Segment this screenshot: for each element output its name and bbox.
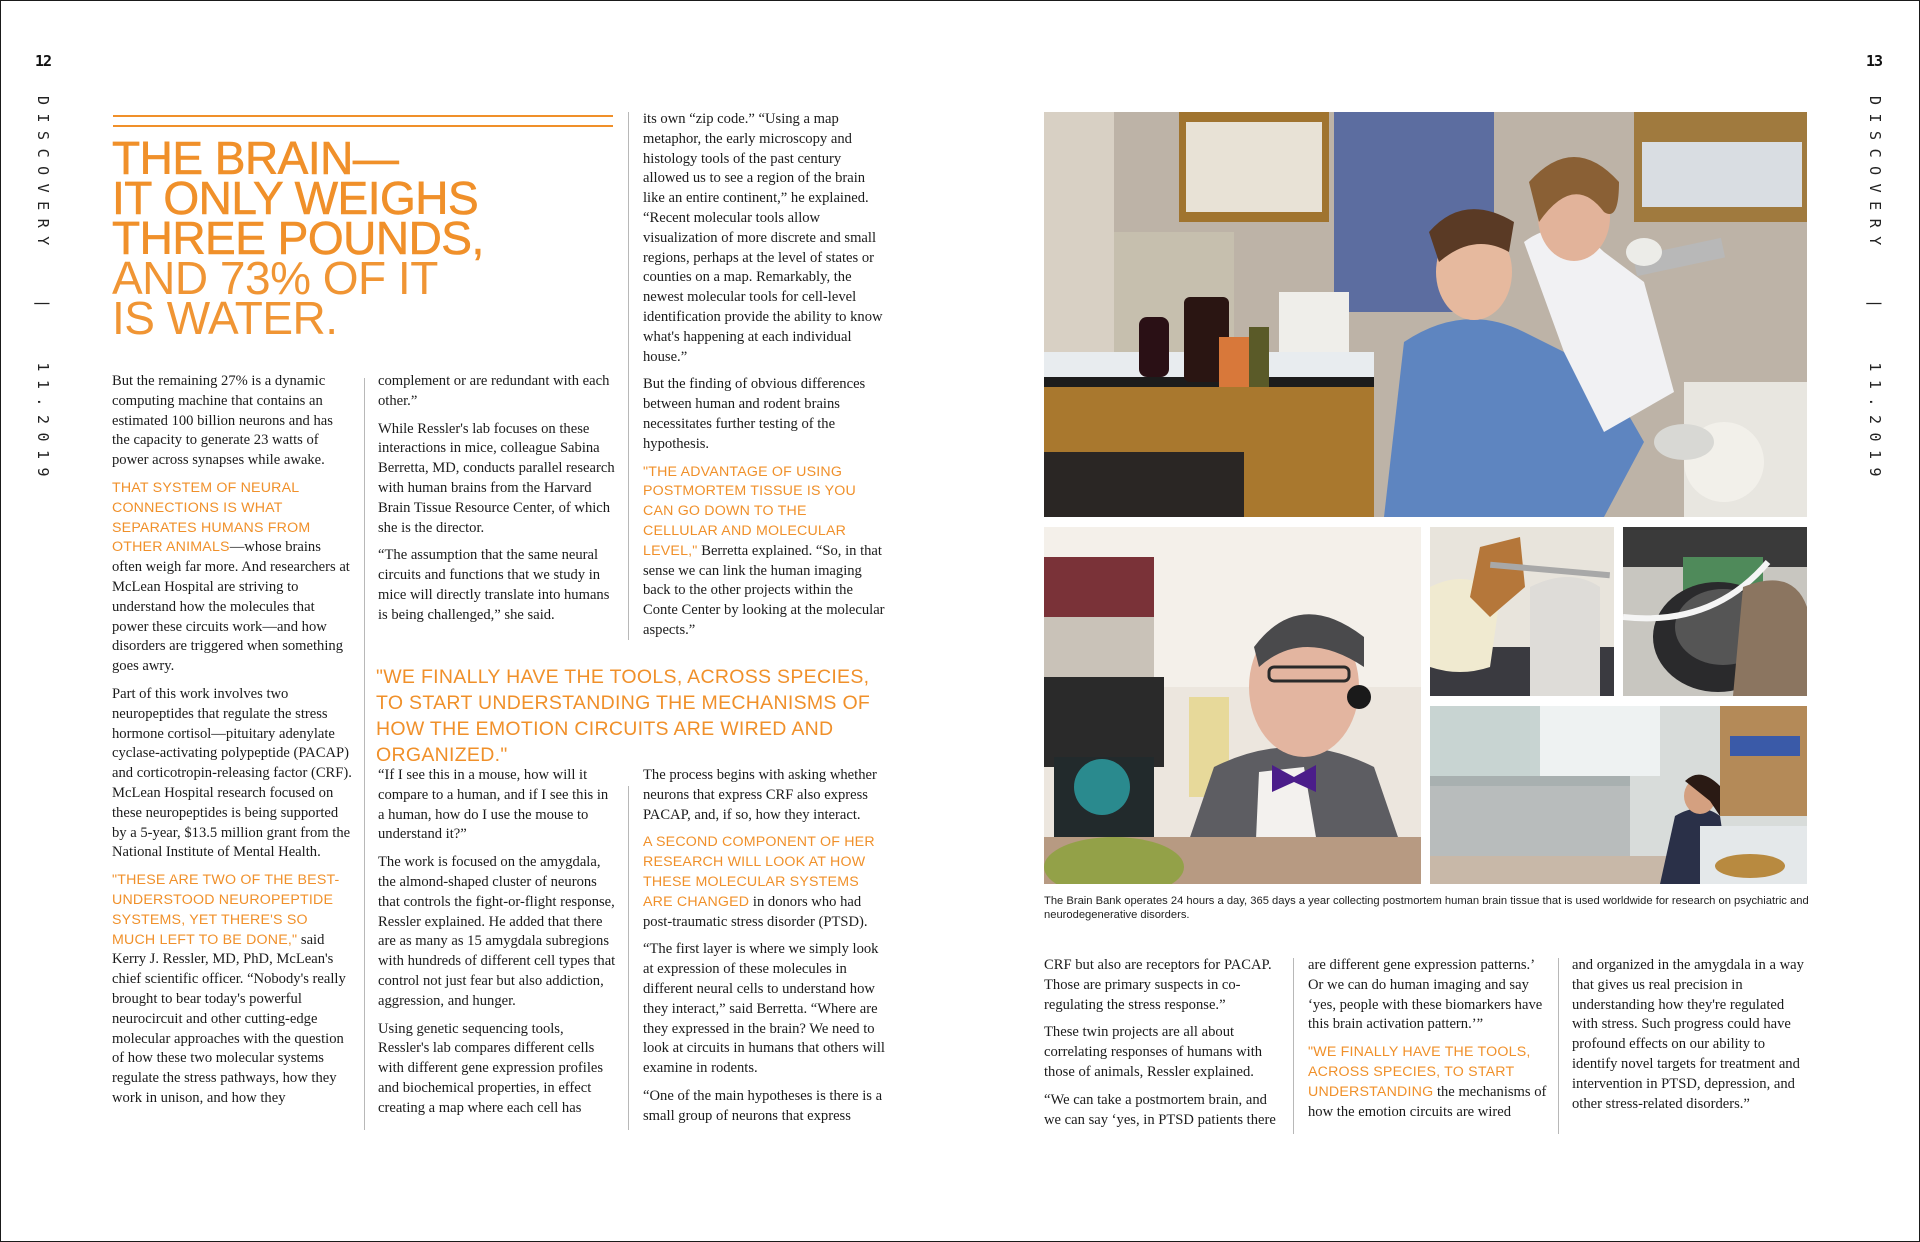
left-column-2-top [378, 372, 618, 634]
paragraph: The work is focused on the amygdala, the almond-shaped cluster of neurons that controls the fight-or-flight response, Ressler explained. He added that there are as many as 15 amygdala subregions with hundreds of different cell types that control not just fear but also addiction, aggression, and hunger. [378, 854, 616, 1009]
highlight-text: "THESE ARE TWO OF THE BEST-UNDERSTOOD NEUROPEPTIDE SYSTEMS, YET THERE'S SO MUCH LEFT TO BE DONE," [112, 872, 340, 948]
paragraph: are different gene expression patterns.’ Or we can do human imaging and say ‘yes, people with these biomarkers have this brain activation pattern.’” [1308, 957, 1543, 1033]
microtome-image [1623, 527, 1807, 696]
left-column-1 [112, 372, 352, 1117]
issue-date: 11.2019 [1866, 362, 1884, 486]
paragraph: "WE FINALLY HAVE THE TOOLS, ACROSS SPECIES, TO START UNDERSTANDING the mechanisms of how the emotion circuits are wired [1308, 1044, 1547, 1120]
paragraph: complement or are redundant with each other.” [378, 373, 610, 409]
section-label: DISCOVERY [34, 96, 52, 254]
microtome-photo [1623, 527, 1807, 696]
pull-quote: "WE FINALLY HAVE THE TOOLS, ACROSS SPECIES, TO START UNDERSTANDING THE MECHANISMS OF HOW THE EMOTION CIRCUITS ARE WIRED AND ORGANIZED." [376, 666, 871, 766]
highlight-text: A SECOND COMPONENT OF HER RESEARCH WILL LOOK AT HOW THESE MOLECULAR SYSTEMS ARE CHANGED [643, 834, 875, 910]
man-headset-photo [1044, 527, 1421, 884]
column-divider [1558, 958, 1559, 1134]
paragraph: its own “zip code.” “Using a map metaphor, the early microscopy and histology tools of the past century allowed us to see a region of the brain like an entire continent,” he explained. “Recent molecular tools allow visualization of more discrete and small regions, perhaps at the level of states or counties on a map. Remarkably, the newest molecular tools for cell-level identification provide the ability to know what's happening at each individual house.” [643, 111, 883, 365]
issue-date: 11.2019 [34, 362, 52, 486]
column-divider [1293, 958, 1294, 1134]
page-number-right: 13 [1866, 52, 1883, 70]
column-divider [628, 112, 629, 640]
paragraph: "THESE ARE TWO OF THE BEST-UNDERSTOOD NEUROPEPTIDE SYSTEMS, YET THERE'S SO MUCH LEFT TO BE DONE," said Kerry J. Ressler, MD, PhD, McLean's chief scientific officer. “Nobody's really brought to bear today's powerful neurocircuit and other cutting-edge molecular approaches with the question of how these two molecular systems regulate the stress pathways, how they work in unison, and how they [112, 872, 346, 1106]
paragraph: and organized in the amygdala in a way that gives us real precision in understanding how they're regulated with stress. Such progress could have profound effects on our ability to identify novel targets for treatment and intervention in PTSD, depression, and other stress-related disorders.” [1572, 957, 1804, 1112]
photo-caption: The Brain Bank operates 24 hours a day, 365 days a year collecting postmortem human brain tissue that is used worldwide for research on psychiatric and neurodegenerative disorders. [1044, 895, 1809, 921]
headline [112, 132, 592, 344]
left-column-3-top [643, 110, 885, 649]
column-divider [628, 786, 629, 1130]
brain-bank-lab-photo [1430, 706, 1807, 884]
paragraph: “The assumption that the same neural circuits and functions that we study in mice will directly translate into humans is being challenged,” she said. [378, 547, 610, 623]
page-number-left: 12 [35, 52, 52, 70]
highlight-text: "THE ADVANTAGE OF USING POSTMORTEM TISSUE IS YOU CAN GO DOWN TO THE CELLULAR AND MOLECULAR LEVEL," [643, 463, 856, 559]
highlight-text: THAT SYSTEM OF NEURAL CONNECTIONS IS WHAT SEPARATES HUMANS FROM OTHER ANIMALS [112, 479, 311, 556]
tissue-forceps-image [1430, 527, 1614, 696]
highlight-text: "WE FINALLY HAVE THE TOOLS, ACROSS SPECIES, TO START UNDERSTANDING [1308, 1044, 1531, 1100]
paragraph: These twin projects are all about correlating responses of humans with those of animals, Ressler explained. [1044, 1024, 1263, 1080]
running-head-right [1866, 96, 1884, 485]
headline-line-4: AND 73% OF IT [112, 252, 438, 304]
headline-rule-bottom [113, 125, 613, 127]
paragraph: “The first layer is where we simply look at expression of these molecules in different neural cells to understand how they interact,” said Berretta. “Where are they expressed in the brain? We need to look at circuits in humans that others will examine in rodents. [643, 941, 885, 1077]
right-column-1 [1044, 956, 1284, 1138]
column-divider [364, 378, 365, 1130]
paragraph: Part of this work involves two neuropeptides that regulate the stress hormone cortisol—pituitary adenylate cyclase-activating polypeptide (PACAP) and corticotropin-releasing factor (CRF). McLean Hospital research focused on these neuropeptides is being supported by a 5-year, $13.5 million grant from the National Institute of Mental Health. [112, 685, 352, 861]
paragraph: CRF but also are receptors for PACAP. Those are primary suspects in co-regulating the stress response.” [1044, 957, 1272, 1013]
separator: | [34, 299, 52, 317]
paragraph: THAT SYSTEM OF NEURAL CONNECTIONS IS WHAT SEPARATES HUMANS FROM OTHER ANIMALS—whose brains often weigh far more. And researchers at McLean Hospital are striving to understand how the molecules that power these circuits work—and how disorders are triggered when something goes awry. [112, 479, 350, 675]
paragraph: The process begins with asking whether neurons that express CRF also express PACAP, and, if so, how they interact. [643, 767, 877, 823]
lab-researchers-image [1044, 112, 1807, 517]
paragraph: "THE ADVANTAGE OF USING POSTMORTEM TISSUE IS YOU CAN GO DOWN TO THE CELLULAR AND MOLECULAR LEVEL," Berretta explained. “So, in that sense we can link the human imaging back to the other projects within the Conte Center by looking at the molecular aspects.” [643, 463, 885, 638]
running-head-left [34, 96, 52, 485]
right-column-3 [1572, 956, 1812, 1122]
brain-bank-lab-image [1430, 706, 1807, 884]
paragraph: “One of the main hypotheses is there is a small group of neurons that express [643, 1087, 883, 1124]
man-headset-image [1044, 527, 1421, 884]
headline-line-5: IS WATER. [112, 292, 338, 344]
paragraph: “We can take a postmortem brain, and we can say ‘yes, in PTSD patients there [1044, 1091, 1276, 1128]
paragraph: But the remaining 27% is a dynamic computing machine that contains an estimated 100 billion neurons and has the capacity to generate 23 watts of power across synapses while awake. [112, 373, 333, 469]
paragraph: “If I see this in a mouse, how will it compare to a human, and if I see this in a human, how do I use the mouse to understand it?” [378, 767, 609, 843]
paragraph: A SECOND COMPONENT OF HER RESEARCH WILL LOOK AT HOW THESE MOLECULAR SYSTEMS ARE CHANGED in donors who had post-traumatic stress disorder (PTSD). [643, 834, 875, 930]
headline-line-2: IT ONLY WEIGHS [112, 172, 479, 224]
left-column-3-bottom [643, 766, 885, 1135]
headline-rule-top [113, 115, 613, 117]
right-column-2 [1308, 956, 1548, 1130]
separator: | [1866, 299, 1884, 317]
paragraph: Using genetic sequencing tools, Ressler's lab compares different cells with different gene expression profiles and biochemical properties, in effect creating a map where each cell has [378, 1020, 604, 1116]
paragraph: While Ressler's lab focuses on these interactions in mice, colleague Sabina Berretta, MD, conducts parallel research with human brains from the Harvard Brain Tissue Resource Center, of which she is the director. [378, 420, 615, 536]
left-column-2-bottom [378, 766, 618, 1127]
tissue-forceps-photo [1430, 527, 1614, 696]
paragraph: But the finding of obvious differences between human and rodent brains necessitates further testing of the hypothesis. [643, 376, 866, 452]
headline-line-3: THREE POUNDS, [112, 212, 484, 264]
lab-researchers-photo [1044, 112, 1807, 517]
headline-line-1: THE BRAIN— [112, 132, 399, 184]
section-label: DISCOVERY [1866, 96, 1884, 254]
